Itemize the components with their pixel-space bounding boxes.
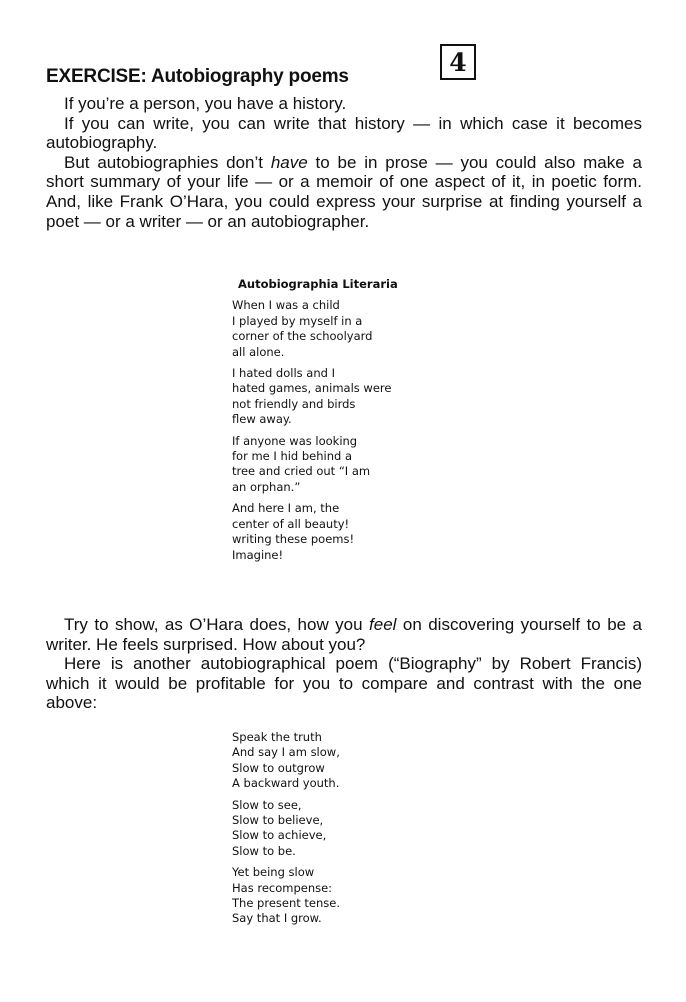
poem-line: Slow to outgrow [232, 760, 325, 775]
text-run: But autobiographies don’t [64, 152, 271, 172]
discussion-text [46, 615, 642, 713]
paragraph [46, 153, 642, 231]
paragraph: Here is another autobiographical poem (“Biography” by Robert Francis) which it would be profitable for you to compare and contrast with the one above: [46, 654, 642, 713]
text-run: Try to show, as O’Hara does, how you [64, 615, 370, 634]
paragraph [46, 615, 642, 654]
stanza [232, 366, 398, 428]
poem-line: not friendly and birds [232, 396, 356, 411]
poem-line: If anyone was looking [232, 433, 358, 448]
poem-line: The present tense. [232, 896, 341, 911]
stanza [232, 434, 398, 496]
poem-line: When I was a child [232, 298, 340, 313]
poem-line: all alone. [232, 344, 285, 359]
stanza [232, 501, 398, 563]
poem-line: Slow to believe, [232, 813, 324, 828]
text-run: on discovering yourself to be a writer. He feels surprised. How about you? [46, 615, 642, 654]
poem-line: tree and cried out “I am [232, 464, 371, 479]
poem-line: Speak the truth [232, 730, 322, 744]
poem-line: I played by myself in a [232, 313, 363, 328]
poem-line: writing these poems! [232, 532, 355, 547]
paragraph: If you’re a person, you have a history. [64, 94, 347, 113]
poem-biography [232, 730, 340, 933]
poem-title: Autobiographia Literaria [238, 277, 398, 291]
poem-line: A backward youth. [232, 776, 340, 791]
poem-line: Yet being slow [232, 865, 315, 880]
poem-line: Slow to see, [232, 797, 302, 812]
poem-line: Slow to achieve, [232, 828, 327, 843]
stanza [232, 865, 340, 927]
poem-line: Slow to be. [232, 843, 296, 858]
poem-line: Has recompense: [232, 880, 333, 895]
poem-line: for me I hid behind a [232, 449, 353, 464]
poem-line: I hated dolls and I [232, 366, 335, 381]
poem-line: center of all beauty! [232, 516, 350, 531]
stanza [232, 298, 398, 360]
stanza [232, 798, 340, 860]
poem-line: hated games, animals were [232, 381, 392, 396]
poem-line: an orphan.” [232, 479, 301, 494]
poem-autobiographia-literaria [232, 277, 398, 569]
exercise-title: EXERCISE: Autobiography poems [46, 66, 349, 87]
poem-line: And say I am slow, [232, 745, 340, 760]
emphasis: have [270, 152, 308, 172]
emphasis: feel [369, 615, 397, 634]
poem-line: corner of the schoolyard [232, 329, 373, 344]
exercise-number-badge: 4 [440, 44, 476, 80]
exercise-header [46, 44, 646, 90]
stanza [232, 730, 340, 792]
poem-line: Say that I grow. [232, 911, 322, 926]
intro-text [46, 94, 642, 231]
text-run: to be in prose — you could also make a short summary of your life — or a memoir of one aspect of it, in poetic form. And, like Frank O’Hara, you could express your surprise at finding yourself a poet — or a writer — or an autobiographer. [46, 152, 642, 231]
poem-line: And here I am, the [232, 501, 340, 516]
poem-line: flew away. [232, 412, 292, 427]
paragraph: If you can write, you can write that history — in which case it becomes autobiography. [46, 113, 642, 153]
poem-line: Imagine! [232, 547, 284, 562]
